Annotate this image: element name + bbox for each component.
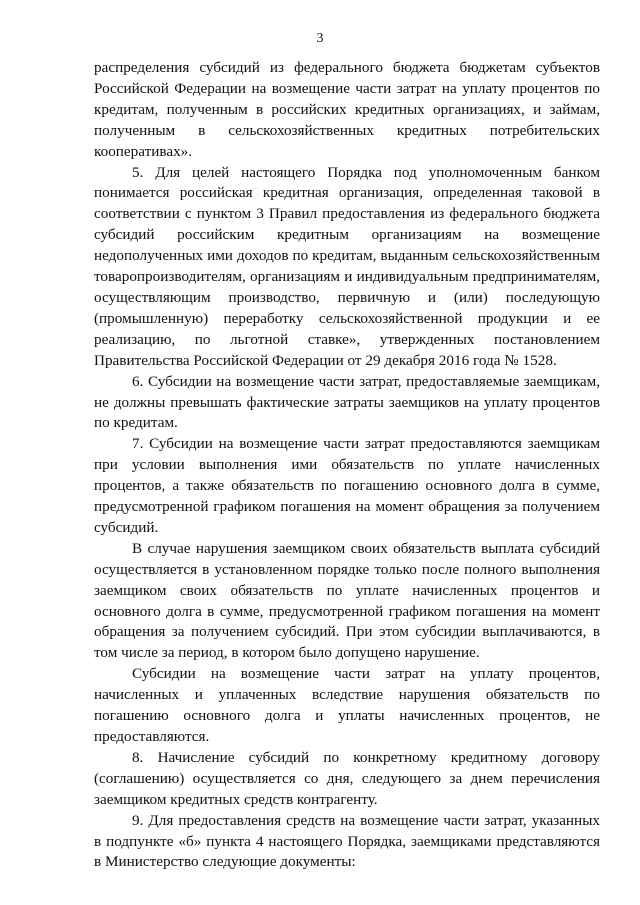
paragraph-item-6: 6. Субсидии на возмещение части затрат, предоставляемые заемщикам, не должны превышать фактические затраты заемщиков на уплату процентов по кредитам.: [94, 372, 600, 432]
paragraph-item-7-exclusion: Субсидии на возмещение части затрат на уплату процентов, начисленных и уплаченных вследствие нарушения обязательств по погашению основного долга и уплаты начисленных процентов, не предоставляются.: [94, 665, 600, 745]
document-body: [94, 58, 600, 873]
page-number: 3: [316, 31, 324, 46]
paragraph-continuation: распределения субсидий из федерального бюджета бюджетам субъектов Российской Федерации на возмещение части затрат на уплату процентов по кредитам, полученным в российских кредитных организациях, и займам, полученным в сельскохозяйственных кредитных потребительских кооперативах».: [94, 59, 600, 160]
paragraph-item-7: 7. Субсидии на возмещение части затрат предоставляются заемщикам при условии выполнения ими обязательств по уплате начисленных процентов, а также обязательств по погашению основного долга в сумме, предусмотренной графиком погашения на момент обращения за получением субсидий.: [94, 435, 600, 536]
paragraph-item-9: 9. Для предоставления средств на возмещение части затрат, указанных в подпункте «б» пункта 4 настоящего Порядка, заемщиками представляются в Министерство следующие документы:: [94, 811, 600, 871]
paragraph-item-7-violation: В случае нарушения заемщиком своих обязательств выплата субсидий осуществляется в установленном порядке только после полного выполнения заемщиком своих обязательств по уплате начисленных процентов и основного долга в сумме, предусмотренной графиком погашения на момент обращения за получением субсидий. При этом субсидии выплачиваются, в том числе за период, в котором было допущено нарушение.: [94, 539, 600, 662]
paragraph-item-8: 8. Начисление субсидий по конкретному кредитному договору (соглашению) осуществляется со дня, следующего за днем перечисления заемщиком кредитных средств контрагенту.: [94, 748, 600, 808]
paragraph-item-5: 5. Для целей настоящего Порядка под уполномоченным банком понимается российская кредитная организация, определенная таковой в соответствии с пунктом 3 Правил предоставления из федерального бюджета субсидий российским кредитным организациям на возмещение недополученных ими доходов по кредитам, выданным сельскохозяйственным товаропроизводителям, организациям и индивидуальным предпринимателям, осуществляющим производство, первичную и (или) последующую (промышленную) переработку сельскохозяйственной продукции и ее реализацию, по льготной ставке», утвержденных постановлением Правительства Российской Федерации от 29 декабря 2016 года № 1528.: [94, 163, 600, 369]
